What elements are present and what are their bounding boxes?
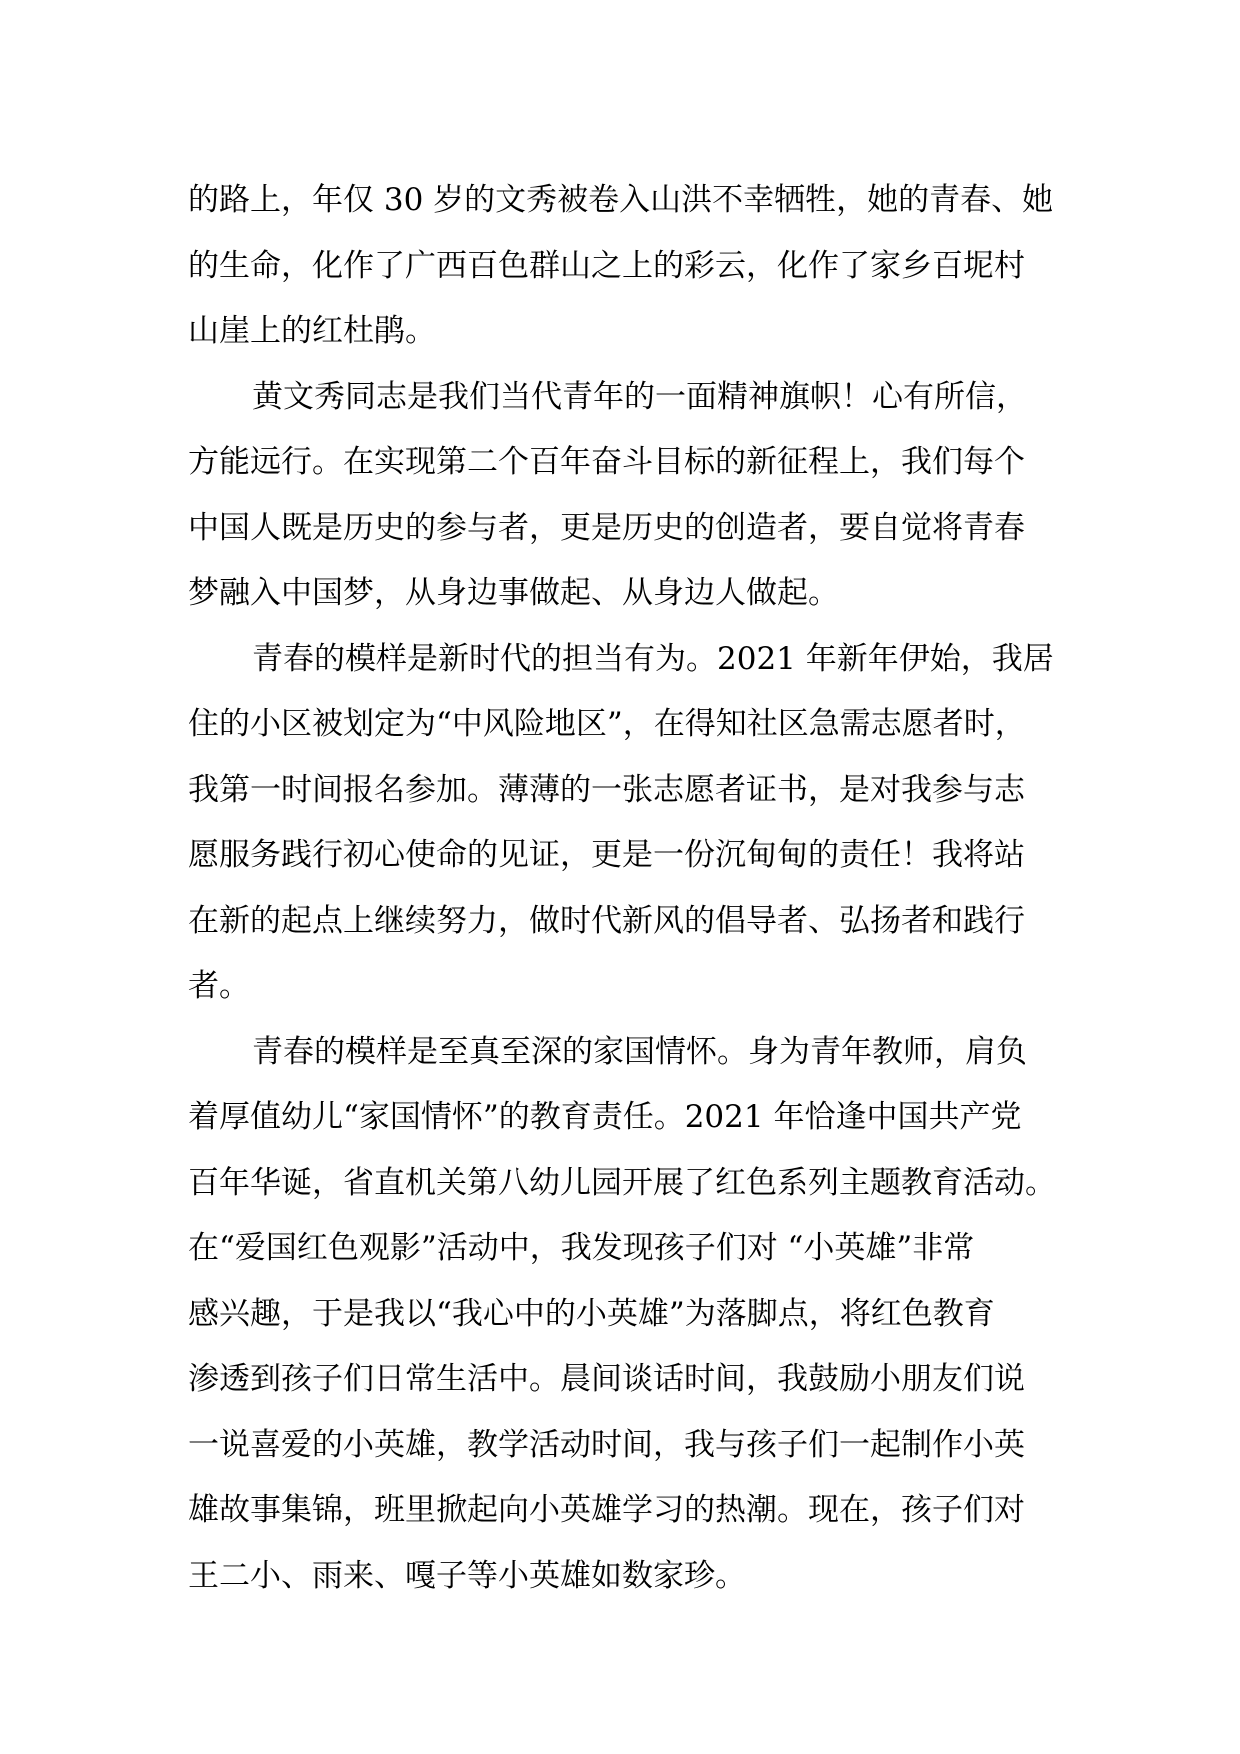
text-line-3: 山崖上的红杜鹃。 <box>188 313 436 349</box>
text-line-9: 住的小区被划定为“中风险地区”，在得知社区急需志愿者时， <box>188 706 1026 742</box>
text-line-6: 中国人既是历史的参与者，更是历史的创造者，要自觉将青春 <box>188 509 1025 546</box>
text-line-20: 一说喜爱的小英雄，教学活动时间，我与孩子们一起制作小英 <box>188 1426 1025 1463</box>
text-line-17: 在“爱国红色观影”活动中，我发现孩子们对 “小英雄”非常 <box>188 1230 975 1266</box>
text-line-7: 梦融入中国梦，从身边事做起、从身边人做起。 <box>188 575 839 611</box>
text-line-1: 的路上，年仅 30 岁的文秀被卷入山洪不幸牺牲，她的青春、她 <box>188 182 1054 218</box>
text-line-13: 者。 <box>188 968 250 1004</box>
text-line-4: 黄文秀同志是我们当代青年的一面精神旗帜！心有所信， <box>252 378 1027 415</box>
text-line-15: 着厚值幼儿“家国情怀”的教育责任。2021 年恰逢中国共产党 <box>188 1099 1022 1135</box>
text-line-14: 青春的模样是至真至深的家国情怀。身为青年教师，肩负 <box>252 1033 1027 1070</box>
text-line-8: 青春的模样是新时代的担当有为。2021 年新年伊始，我居 <box>252 640 1054 677</box>
text-line-2: 的生命，化作了广西百色群山之上的彩云，化作了家乡百坭村 <box>188 247 1025 284</box>
text-line-11: 愿服务践行初心使命的见证，更是一份沉甸甸的责任！我将站 <box>188 837 1025 873</box>
text-line-12: 在新的起点上继续努力，做时代新风的倡导者、弘扬者和践行 <box>188 902 1025 939</box>
document-body <box>188 168 1068 1609</box>
text-line-22: 王二小、雨来、嘎子等小英雄如数家珍。 <box>188 1557 746 1594</box>
text-line-21: 雄故事集锦，班里掀起向小英雄学习的热潮。现在，孩子们对 <box>188 1492 1025 1528</box>
text-line-5: 方能远行。在实现第二个百年奋斗目标的新征程上，我们每个 <box>188 444 1025 480</box>
text-line-16: 百年华诞，省直机关第八幼儿园开展了红色系列主题教育活动。 <box>188 1164 1056 1201</box>
text-line-18: 感兴趣，于是我以“我心中的小英雄”为落脚点，将红色教育 <box>188 1295 995 1332</box>
text-line-19: 渗透到孩子们日常生活中。晨间谈话时间，我鼓励小朋友们说 <box>188 1361 1025 1397</box>
text-line-10: 我第一时间报名参加。薄薄的一张志愿者证书，是对我参与志 <box>188 771 1025 808</box>
